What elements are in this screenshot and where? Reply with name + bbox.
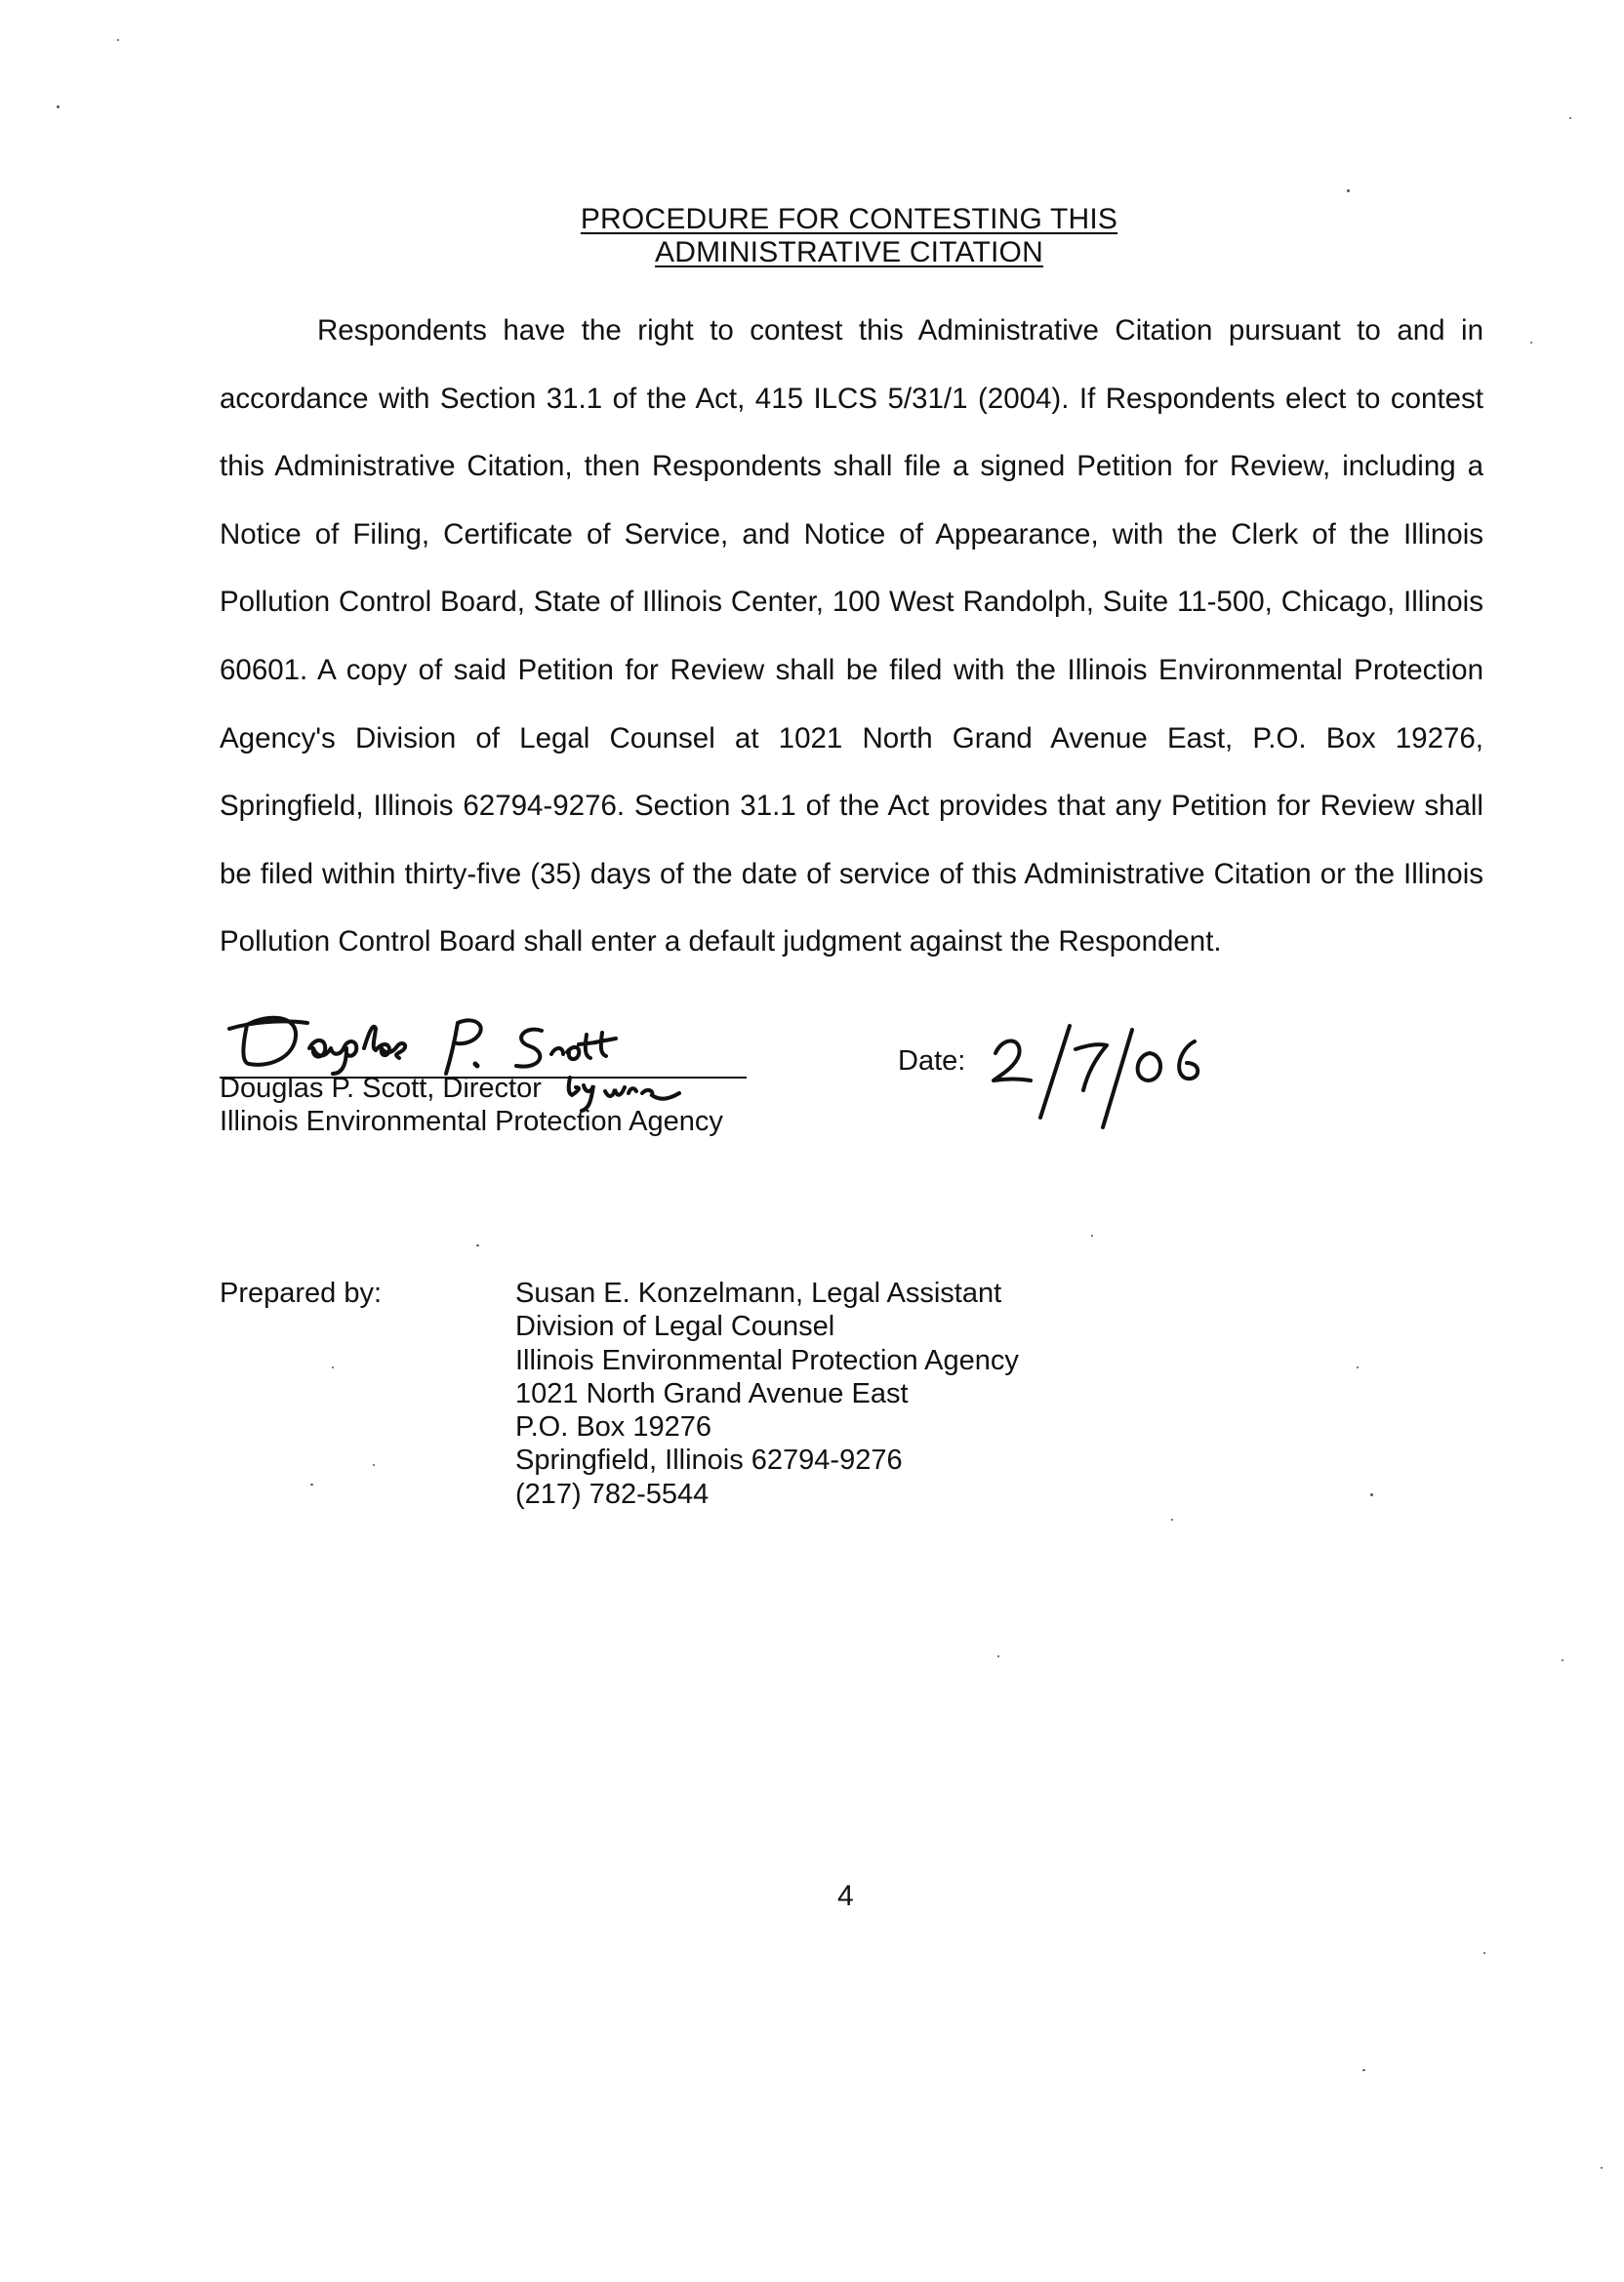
prepared-by-label: Prepared by: <box>220 1278 383 1309</box>
scan-speck <box>117 39 119 41</box>
contest-procedure-paragraph: Respondents have the right to contest this Administrative Citation pursuant to and in accordance with Section 31.1 of the Act, 415 ILCS 5/31/1 (2004). If Respondents elect to contest this Administrative Citation, then Respondents shall file a signed Petition for Review, including a Notice of Filing, Certificate of Service, and Notice of Appearance, with the Clerk of the Illinois Pollution Control Board, State of Illinois Center, 100 West Randolph, Suite 11-500, Chicago, Illinois 60601. A copy of said Petition for Review shall be filed with the Illinois Environmental Protection Agency's Division of Legal Counsel at 1021 North Grand Avenue East, P.O. Box 19276, Springfield, Illinois 62794-9276. Section 31.1 of the Act provides that any Petition for Review shall be filed within thirty-five (35) days of the date of service of this Administrative Citation or the Illinois Pollution Control Board shall enter a default judgment against the Respondent. <box>220 314 1483 958</box>
scan-speck <box>1569 117 1571 119</box>
preparer-phone: (217) 782-5544 <box>515 1478 710 1510</box>
handwritten-date <box>986 1020 1239 1137</box>
scan-speck <box>476 1244 479 1246</box>
scan-speck <box>310 1484 313 1486</box>
scan-speck <box>1562 1659 1563 1661</box>
heading-line-1: PROCEDURE FOR CONTESTING THIS <box>580 203 1118 235</box>
scan-speck <box>1357 1366 1359 1368</box>
scan-speck <box>1362 2069 1365 2071</box>
scan-speck <box>1601 2167 1603 2169</box>
preparer-po-box: P.O. Box 19276 <box>515 1411 712 1444</box>
scan-speck <box>1483 1952 1485 1954</box>
signer-name-title: Douglas P. Scott, Director <box>220 1073 542 1104</box>
scan-speck <box>997 1655 999 1657</box>
scan-speck <box>1347 189 1350 192</box>
scan-speck <box>373 1464 375 1466</box>
page-number: 4 <box>837 1880 854 1912</box>
preparer-address-block <box>515 1277 1019 1511</box>
scan-speck <box>57 105 60 108</box>
signer-organization: Illinois Environmental Protection Agency <box>220 1106 723 1137</box>
scan-speck <box>1530 342 1532 344</box>
scan-speck <box>1171 1519 1173 1521</box>
document-heading <box>0 203 1624 269</box>
scan-speck <box>332 1366 334 1368</box>
preparer-agency: Illinois Environmental Protection Agency <box>515 1344 1019 1376</box>
heading-line-2: ADMINISTRATIVE CITATION <box>655 236 1043 268</box>
preparer-division: Division of Legal Counsel <box>515 1311 835 1343</box>
scan-speck <box>1370 1493 1373 1496</box>
preparer-city: Springfield, Illinois 62794-9276 <box>515 1445 903 1477</box>
date-label: Date: <box>898 1045 966 1077</box>
scan-speck <box>1091 1235 1093 1237</box>
preparer-name: Susan E. Konzelmann, Legal Assistant <box>515 1278 1002 1309</box>
preparer-street: 1021 North Grand Avenue East <box>515 1377 909 1409</box>
